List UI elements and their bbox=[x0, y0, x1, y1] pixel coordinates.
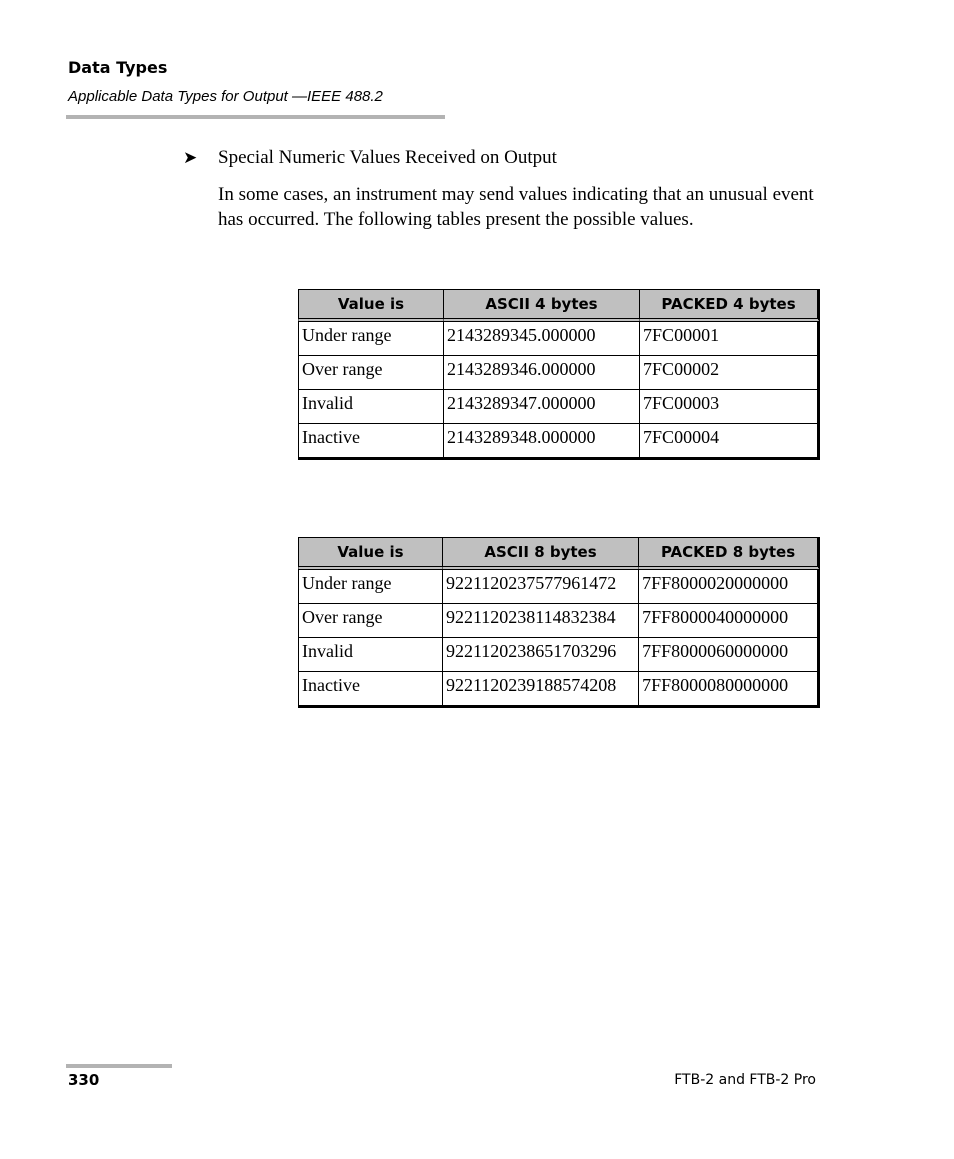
table-row bbox=[298, 322, 820, 356]
footer-product-name: FTB-2 and FTB-2 Pro bbox=[674, 1072, 816, 1088]
page-number: 330 bbox=[68, 1071, 100, 1089]
table-cell: 7FF8000060000000 bbox=[638, 638, 820, 672]
table-row bbox=[298, 604, 820, 638]
table-cell: 7FC00002 bbox=[639, 356, 820, 390]
table-cell: 2143289345.000000 bbox=[443, 322, 639, 356]
table-cell: 2143289346.000000 bbox=[443, 356, 639, 390]
table-cell: 9221120238114832384 bbox=[442, 604, 638, 638]
section-title: Data Types bbox=[68, 58, 168, 77]
table-row bbox=[298, 356, 820, 390]
column-header: Value is bbox=[298, 537, 442, 570]
intro-paragraph: In some cases, an instrument may send values indicating that an unusual event has occurred. The following tables present the possible values. bbox=[218, 184, 814, 230]
table-cell: Invalid bbox=[298, 638, 442, 672]
values-table-8-bytes bbox=[298, 537, 820, 708]
table-cell: 7FC00003 bbox=[639, 390, 820, 424]
column-header: ASCII 4 bytes bbox=[443, 289, 639, 322]
table-cell: 7FF8000080000000 bbox=[638, 672, 820, 708]
table-header-row bbox=[298, 537, 820, 570]
table-row bbox=[298, 390, 820, 424]
footer-rule bbox=[66, 1064, 172, 1068]
table-cell: 9221120238651703296 bbox=[442, 638, 638, 672]
table-cell: 7FF8000040000000 bbox=[638, 604, 820, 638]
section-subtitle: Applicable Data Types for Output —IEEE 488.2 bbox=[68, 88, 383, 105]
table-cell: Over range bbox=[298, 604, 442, 638]
table-row bbox=[298, 672, 820, 708]
header-rule bbox=[66, 115, 445, 119]
arrow-bullet-icon: ➤ bbox=[183, 148, 198, 168]
table-cell: Over range bbox=[298, 356, 443, 390]
table-cell: 9221120237577961472 bbox=[442, 570, 638, 604]
table-cell: Inactive bbox=[298, 424, 443, 460]
table-row bbox=[298, 570, 820, 604]
table-row bbox=[298, 424, 820, 460]
table-cell: 2143289348.000000 bbox=[443, 424, 639, 460]
column-header: PACKED 8 bytes bbox=[638, 537, 820, 570]
column-header: Value is bbox=[298, 289, 443, 322]
table-cell: 7FC00001 bbox=[639, 322, 820, 356]
table-cell: Invalid bbox=[298, 390, 443, 424]
table-cell: 7FF8000020000000 bbox=[638, 570, 820, 604]
table-cell: 9221120239188574208 bbox=[442, 672, 638, 708]
column-header: ASCII 8 bytes bbox=[442, 537, 638, 570]
table-cell: Under range bbox=[298, 570, 442, 604]
column-header: PACKED 4 bytes bbox=[639, 289, 820, 322]
values-table-4-bytes bbox=[298, 289, 820, 460]
table-cell: Under range bbox=[298, 322, 443, 356]
table-cell: 7FC00004 bbox=[639, 424, 820, 460]
table-row bbox=[298, 638, 820, 672]
table-cell: 2143289347.000000 bbox=[443, 390, 639, 424]
bullet-heading: Special Numeric Values Received on Output bbox=[218, 147, 557, 168]
table-cell: Inactive bbox=[298, 672, 442, 708]
table-header-row bbox=[298, 289, 820, 322]
